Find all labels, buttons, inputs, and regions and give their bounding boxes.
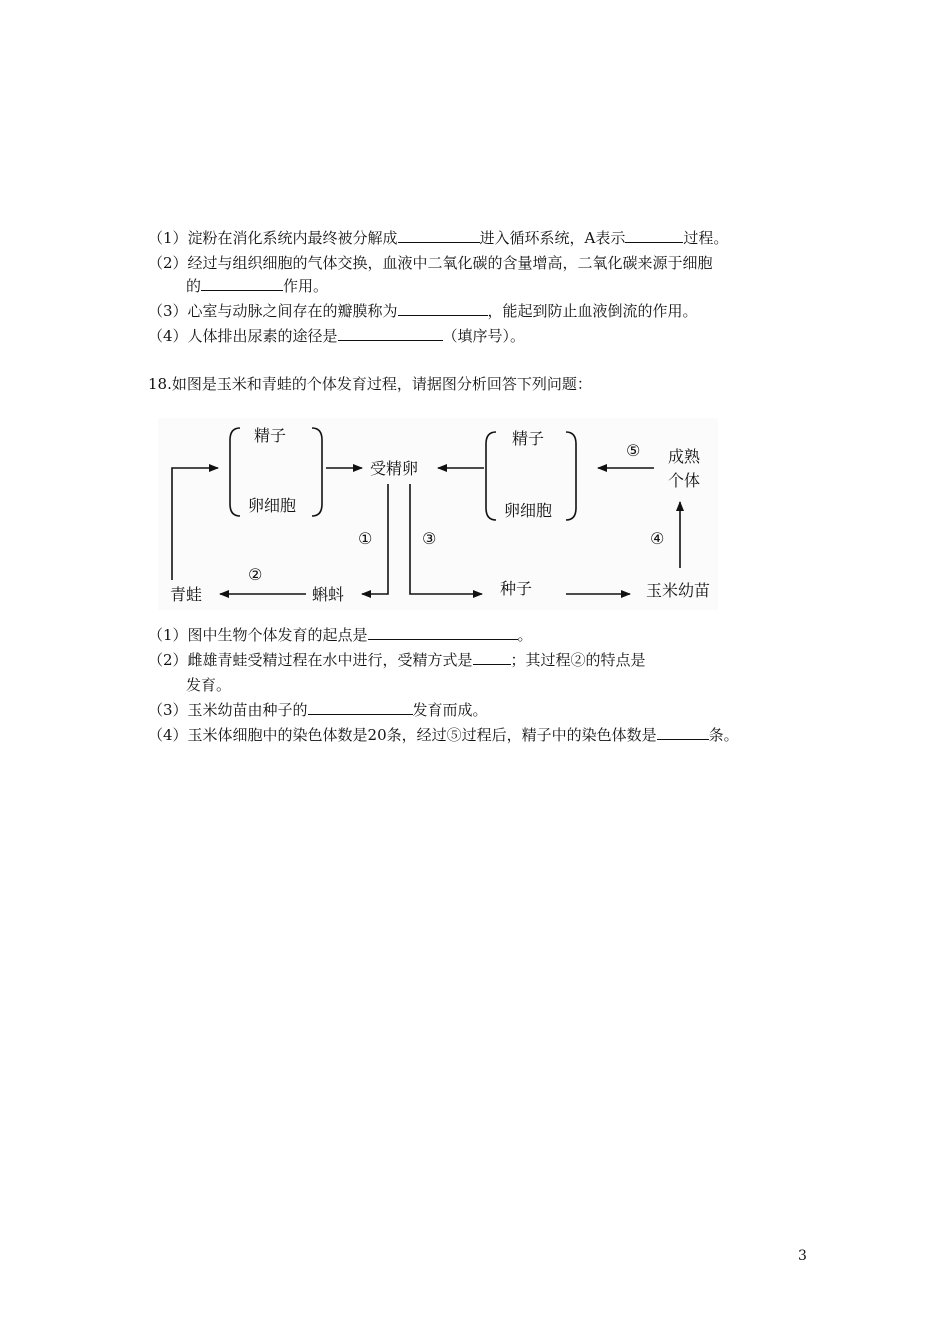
answer-blank[interactable] — [368, 625, 518, 640]
answer-blank[interactable] — [338, 326, 443, 341]
q17-sub3 — [148, 301, 698, 321]
answer-blank[interactable] — [625, 228, 683, 243]
answer-blank[interactable] — [398, 228, 480, 243]
label-shoujingluan: 受精卵 — [370, 459, 419, 478]
answer-blank[interactable] — [201, 276, 283, 291]
answer-blank[interactable] — [308, 700, 413, 715]
q18-sub2-prefix: （2）雌雄青蛙受精过程在水中进行，受精方式是 — [148, 651, 473, 669]
label-jingzi-left: 精子 — [254, 426, 287, 445]
q17-sub1-mid: 进入循环系统，A表示 — [479, 229, 626, 247]
q17-sub3-prefix: （3）心室与动脉之间存在的瓣膜称为 — [148, 302, 398, 320]
label-process-1: ① — [358, 529, 373, 548]
arrow-process-3 — [410, 484, 482, 594]
page-number: 3 — [798, 1248, 807, 1264]
answer-blank[interactable] — [473, 650, 511, 665]
q18-sub4-prefix: （4）玉米体细胞中的染色体数是20条，经过⑤过程后，精子中的染色体数是 — [148, 726, 657, 744]
q18-sub2-suffix: ；其过程②的特点是 — [510, 651, 646, 669]
q18-stem-text: 18.如图是玉米和青蛙的个体发育过程，请据图分析回答下列问题： — [148, 375, 592, 393]
q18-sub1-suffix: 。 — [517, 626, 533, 644]
development-diagram — [158, 418, 718, 610]
label-chengshu-2: 个体 — [668, 471, 701, 490]
label-luanxibao-left: 卵细胞 — [248, 496, 297, 515]
answer-blank[interactable] — [657, 725, 709, 740]
right-bracket-open — [486, 432, 496, 520]
q18-sub3-prefix: （3）玉米幼苗由种子的 — [148, 701, 308, 719]
q18-sub1-prefix: （1）图中生物个体发育的起点是 — [148, 626, 368, 644]
q17-sub4-prefix: （4）人体排出尿素的途径是 — [148, 327, 338, 345]
q18-sub2 — [148, 650, 646, 670]
label-luanxibao-right: 卵细胞 — [504, 501, 553, 520]
answer-blank[interactable] — [398, 301, 488, 316]
q18-sub2-cont: 发育。 — [186, 676, 232, 694]
q18-sub1 — [148, 625, 533, 645]
q17-sub2-cont-prefix: 的 — [186, 277, 202, 295]
q17-sub1-suffix: 过程。 — [683, 229, 729, 247]
q18-sub3 — [148, 700, 488, 720]
q18-stem — [148, 374, 592, 394]
left-bracket-open — [230, 428, 240, 516]
label-process-3: ③ — [422, 529, 437, 548]
q18-sub2-cont — [186, 675, 231, 695]
q17-sub4-suffix: （填序号）。 — [442, 327, 526, 345]
label-kedou: 蝌蚪 — [312, 585, 345, 604]
q17-sub2-cont — [186, 276, 328, 296]
q17-sub2 — [148, 253, 713, 273]
q17-sub3-suffix: ，能起到防止血液倒流的作用。 — [487, 302, 698, 320]
q18-sub4 — [148, 725, 739, 745]
label-yumi-youmiao: 玉米幼苗 — [646, 581, 711, 600]
arrow-qingwa-up — [172, 468, 218, 580]
label-zhongzi: 种子 — [500, 579, 533, 598]
label-process-2: ② — [248, 565, 263, 584]
label-process-4: ④ — [650, 529, 665, 548]
right-bracket-close — [566, 432, 576, 520]
q17-sub1-prefix: （1）淀粉在消化系统内最终被分解成 — [148, 229, 398, 247]
label-chengshu-1: 成熟 — [668, 447, 701, 466]
development-diagram-svg — [158, 418, 718, 610]
q17-sub4 — [148, 326, 525, 346]
q17-sub2-text: （2）经过与组织细胞的气体交换，血液中二氧化碳的含量增高，二氧化碳来源于细胞 — [148, 254, 713, 272]
label-jingzi-right: 精子 — [512, 429, 545, 448]
q17-sub2-cont-suffix: 作用。 — [283, 277, 329, 295]
label-process-5: ⑤ — [626, 441, 641, 460]
left-bracket-close — [312, 428, 322, 516]
q17-sub1 — [148, 228, 728, 248]
q18-sub3-suffix: 发育而成。 — [412, 701, 488, 719]
q18-sub4-suffix: 条。 — [708, 726, 739, 744]
label-qingwa: 青蛙 — [170, 585, 203, 604]
